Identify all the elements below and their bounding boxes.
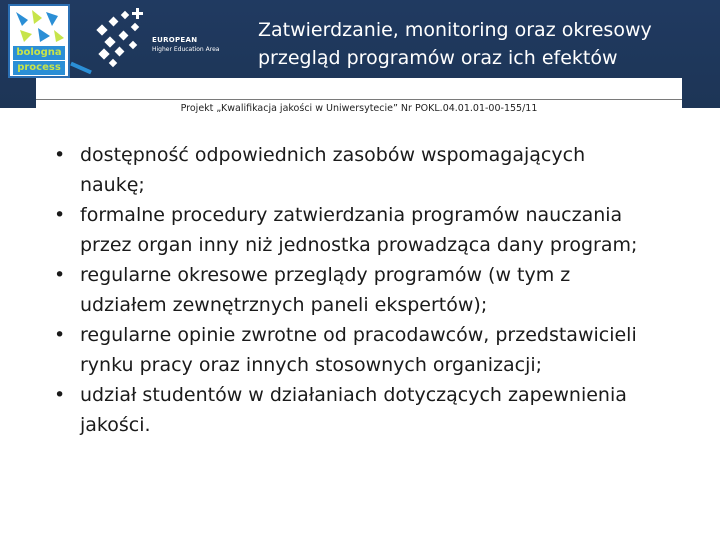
ehea-logo-icon [92,6,150,72]
list-item-line: udział studentów w działaniach dotyczących zapewnienia [80,384,627,406]
bologna-word: bologna [13,46,65,60]
list-item [54,380,714,440]
slide-title-line-1: Zatwierdzanie, monitoring oraz okresowy [258,19,652,41]
list-item [54,320,714,380]
bullet-icon: • [54,204,66,226]
list-item-line: regularne opinie zwrotne od pracodawców, przedstawicieli [80,324,637,346]
list-item-line: przez organ inny niż jednostka prowadząca dany program; [80,234,638,256]
list-item [54,200,714,260]
header-divider [36,99,682,100]
bullet-list [54,140,714,440]
bologna-star-icon [12,8,66,44]
list-item [54,260,714,320]
process-word: process [13,61,65,75]
list-item-line: regularne okresowe przeglądy programów (w tym z [80,264,571,286]
bullet-icon: • [54,144,66,166]
bullet-icon: • [54,384,66,406]
slide-title-line-2: przegląd programów oraz ich efektów [258,47,618,69]
bullet-icon: • [54,324,66,346]
list-item-line: udziałem zewnętrznych paneli ekspertów); [80,294,488,316]
slide-title [258,16,698,72]
list-item-line: naukę; [80,174,145,196]
list-item-line: formalne procedury zatwierdzania programów nauczania [80,204,623,226]
ehea-subtitle: Higher Education Area [152,46,220,53]
bullet-icon: • [54,264,66,286]
bologna-process-logo [8,4,70,78]
ehea-name: EUROPEAN [152,36,198,44]
list-item-line: jakości. [80,414,151,436]
list-item-line: rynku pracy oraz innych stosownych organizacji; [80,354,543,376]
list-item-line: dostępność odpowiednich zasobów wspomagających [80,144,586,166]
list-item [54,140,714,200]
project-reference: Projekt „Kwalifikacja jakości w Uniwersytecie” Nr POKL.04.01.01-00-155/11 [180,103,538,114]
